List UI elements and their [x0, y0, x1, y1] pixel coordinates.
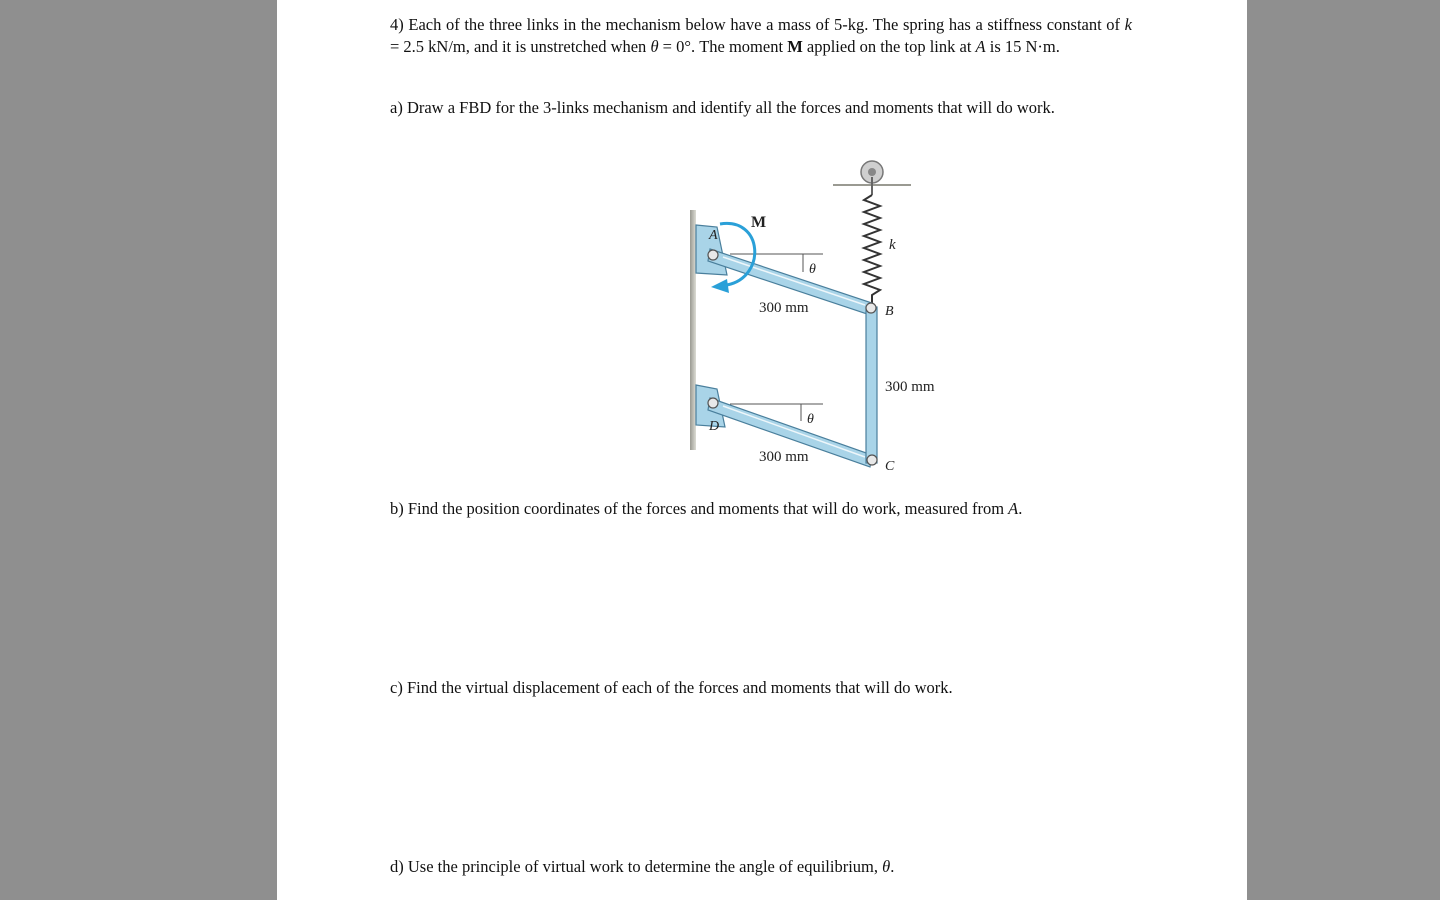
moment-arrowhead: [711, 279, 729, 293]
pin-a: [708, 250, 718, 260]
part-d-text: d) Use the principle of virtual work to determine the angle of equilibrium, θ.: [390, 857, 895, 876]
pin-d: [708, 398, 718, 408]
pin-b: [866, 303, 876, 313]
part-a-text: a) Draw a FBD for the 3-links mechanism and identify all the forces and moments that will do work.: [390, 98, 1055, 117]
link-ab-highlight: [723, 257, 865, 305]
label-theta-top: θ: [809, 262, 816, 277]
problem-statement: 4) Each of the three links in the mechanism below have a mass of 5-kg. The spring has a stiffness constant of k = 2.5 kN/m, and it is unstretched when θ = 0°. The moment M applied on the top link at A is 15 N·m.: [390, 15, 1132, 56]
label-d: D: [709, 419, 720, 434]
part-b-text: b) Find the position coordinates of the forces and moments that will do work, measured from A.: [390, 499, 1023, 518]
dim-bottom: 300 mm: [759, 449, 809, 465]
wall: [690, 210, 696, 450]
spring: [864, 195, 880, 307]
label-theta-bottom: θ: [807, 412, 814, 427]
dim-top: 300 mm: [759, 300, 809, 316]
label-m: M: [751, 214, 767, 231]
part-c-text: c) Find the virtual displacement of each of the forces and moments that will do work.: [390, 678, 953, 697]
mechanism-figure: [675, 155, 975, 475]
dim-right: 300 mm: [885, 379, 935, 395]
label-k: k: [889, 237, 896, 253]
link-bc: [866, 307, 877, 463]
label-a: A: [709, 228, 718, 243]
label-b: B: [885, 304, 894, 319]
document-page: [277, 0, 1247, 900]
pin-c: [867, 455, 877, 465]
label-c: C: [885, 459, 895, 474]
pulley-hub: [868, 168, 876, 176]
mechanism-diagram: [675, 155, 975, 475]
